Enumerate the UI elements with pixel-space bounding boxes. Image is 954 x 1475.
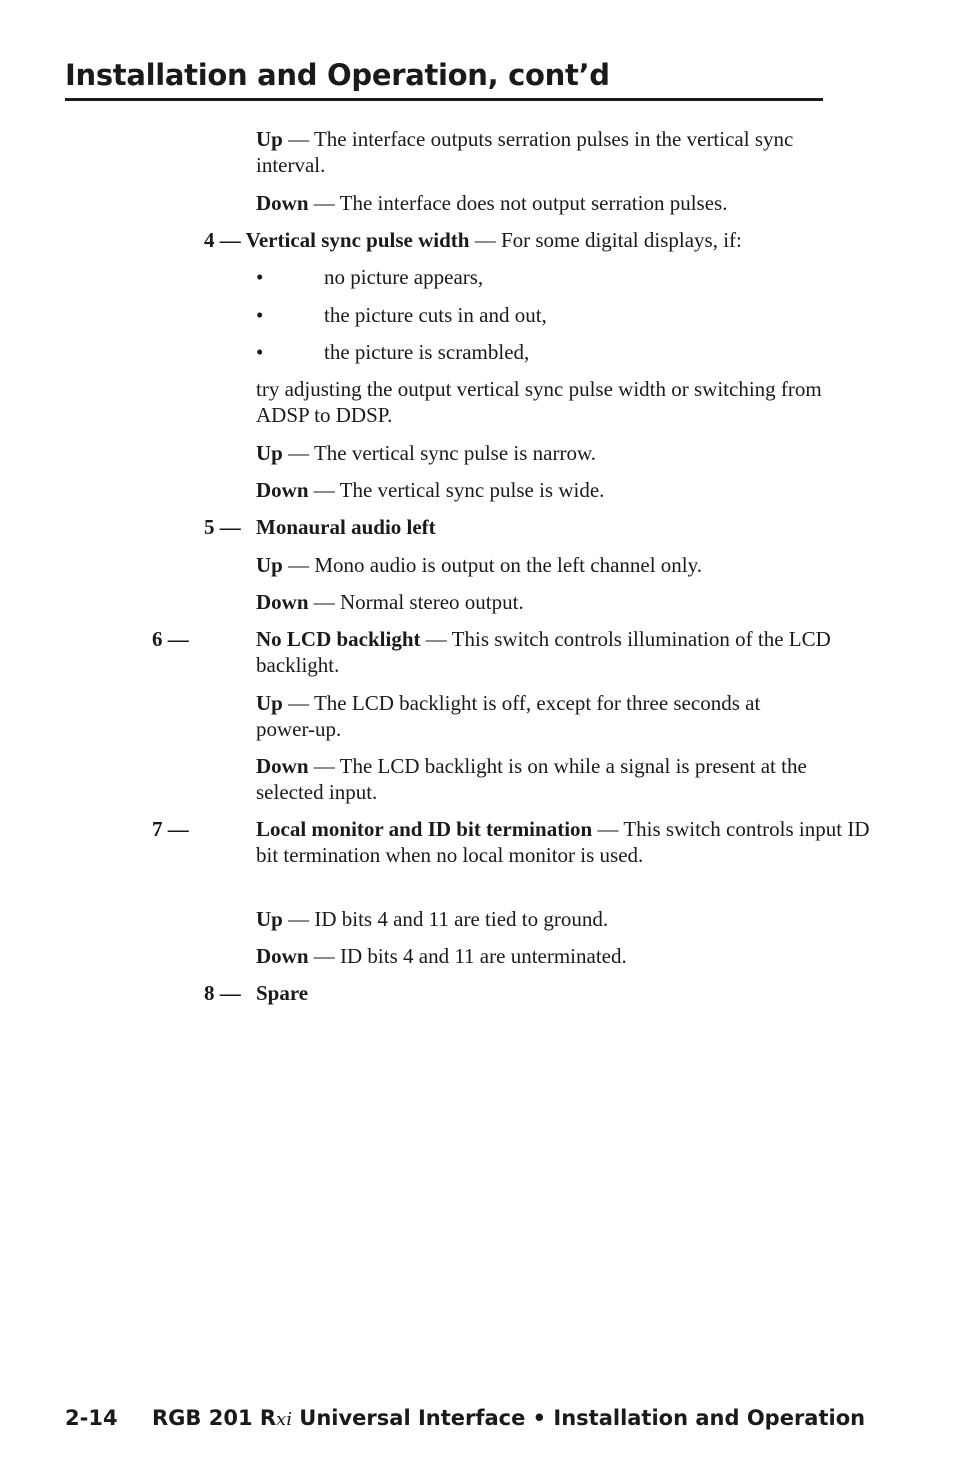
bullet-item — [256, 339, 822, 365]
paragraph-text: — ID bits 4 and 11 are unterminated. — [308, 944, 627, 968]
item-title: Spare — [256, 981, 309, 1005]
product-name-prefix: RGB 201 R — [152, 1406, 277, 1430]
up-label: Up — [256, 127, 283, 151]
up-label: Up — [256, 691, 283, 715]
bullet-item — [256, 302, 822, 328]
up-label: Up — [256, 441, 283, 465]
item-text: — For some digital displays, if: — [469, 228, 742, 252]
down-label: Down — [256, 590, 309, 614]
down-label: Down — [256, 944, 309, 968]
adjust-paragraph: try adjusting the output vertical sync pulse width or switching from ADSP to DDSP. — [256, 377, 822, 427]
paragraph-text: — Mono audio is output on the left channel only. — [282, 553, 703, 577]
bullet-icon: • — [256, 265, 264, 289]
page-number: 2-14 — [65, 1406, 118, 1430]
idbit-down-paragraph — [256, 943, 822, 969]
bullet-icon: • — [256, 340, 264, 364]
paragraph-text: — The interface outputs serration pulses in the vertical sync interval. — [256, 127, 794, 177]
item-title: Local monitor and ID bit termination — [256, 817, 593, 841]
vsync-down-paragraph — [256, 477, 822, 503]
lcd-up-paragraph — [256, 690, 822, 742]
bullet-text: no picture appears, — [324, 265, 484, 289]
serration-down-paragraph — [256, 190, 822, 216]
product-name-suffix: xi — [276, 1409, 292, 1430]
mono-down-paragraph — [256, 589, 822, 615]
vsync-up-paragraph — [256, 440, 822, 466]
idbit-up-paragraph — [256, 906, 822, 932]
bullet-icon: • — [256, 303, 264, 327]
item-number: 5 — — [204, 515, 241, 539]
item-6 — [152, 626, 874, 678]
item-title: No LCD backlight — [256, 627, 421, 651]
item-8 — [204, 980, 822, 1006]
bullet-text: the picture cuts in and out, — [324, 303, 547, 327]
paragraph-text: — The LCD backlight is on while a signal is present at the selected input. — [256, 754, 807, 804]
lcd-down-paragraph — [256, 753, 822, 805]
item-text: — This switch controls input ID bit termination when no local monitor is used. — [256, 817, 870, 867]
item-number: 7 — — [152, 817, 189, 841]
page-heading: Installation and Operation, cont’d — [65, 56, 823, 101]
item-5 — [204, 514, 822, 540]
page-footer — [65, 1404, 865, 1434]
item-title: Vertical sync pulse width — [245, 228, 470, 252]
paragraph-text: — The LCD backlight is off, except for three seconds at power-up. — [256, 691, 761, 741]
down-label: Down — [256, 191, 309, 215]
paragraph-text: — ID bits 4 and 11 are tied to ground. — [282, 907, 609, 931]
paragraph-text: — The vertical sync pulse is narrow. — [282, 441, 597, 465]
item-number: 8 — — [204, 981, 241, 1005]
mono-up-paragraph — [256, 552, 822, 578]
bullet-text: the picture is scrambled, — [324, 340, 530, 364]
serration-up-paragraph — [256, 126, 822, 178]
footer-title: Universal Interface • Installation and Operation — [291, 1406, 866, 1430]
bullet-item — [256, 264, 822, 290]
item-title: Monaural audio left — [256, 515, 436, 539]
down-label: Down — [256, 478, 309, 502]
item-number: 6 — — [152, 627, 189, 651]
paragraph-text: — The vertical sync pulse is wide. — [308, 478, 605, 502]
up-label: Up — [256, 553, 283, 577]
item-text: — This switch controls illumination of the LCD backlight. — [256, 627, 831, 677]
item-4 — [204, 227, 822, 253]
up-label: Up — [256, 907, 283, 931]
down-label: Down — [256, 754, 309, 778]
item-number: 4 — — [204, 228, 246, 252]
paragraph-text: — The interface does not output serration pulses. — [308, 191, 728, 215]
paragraph-text: — Normal stereo output. — [308, 590, 524, 614]
item-7 — [152, 816, 874, 868]
